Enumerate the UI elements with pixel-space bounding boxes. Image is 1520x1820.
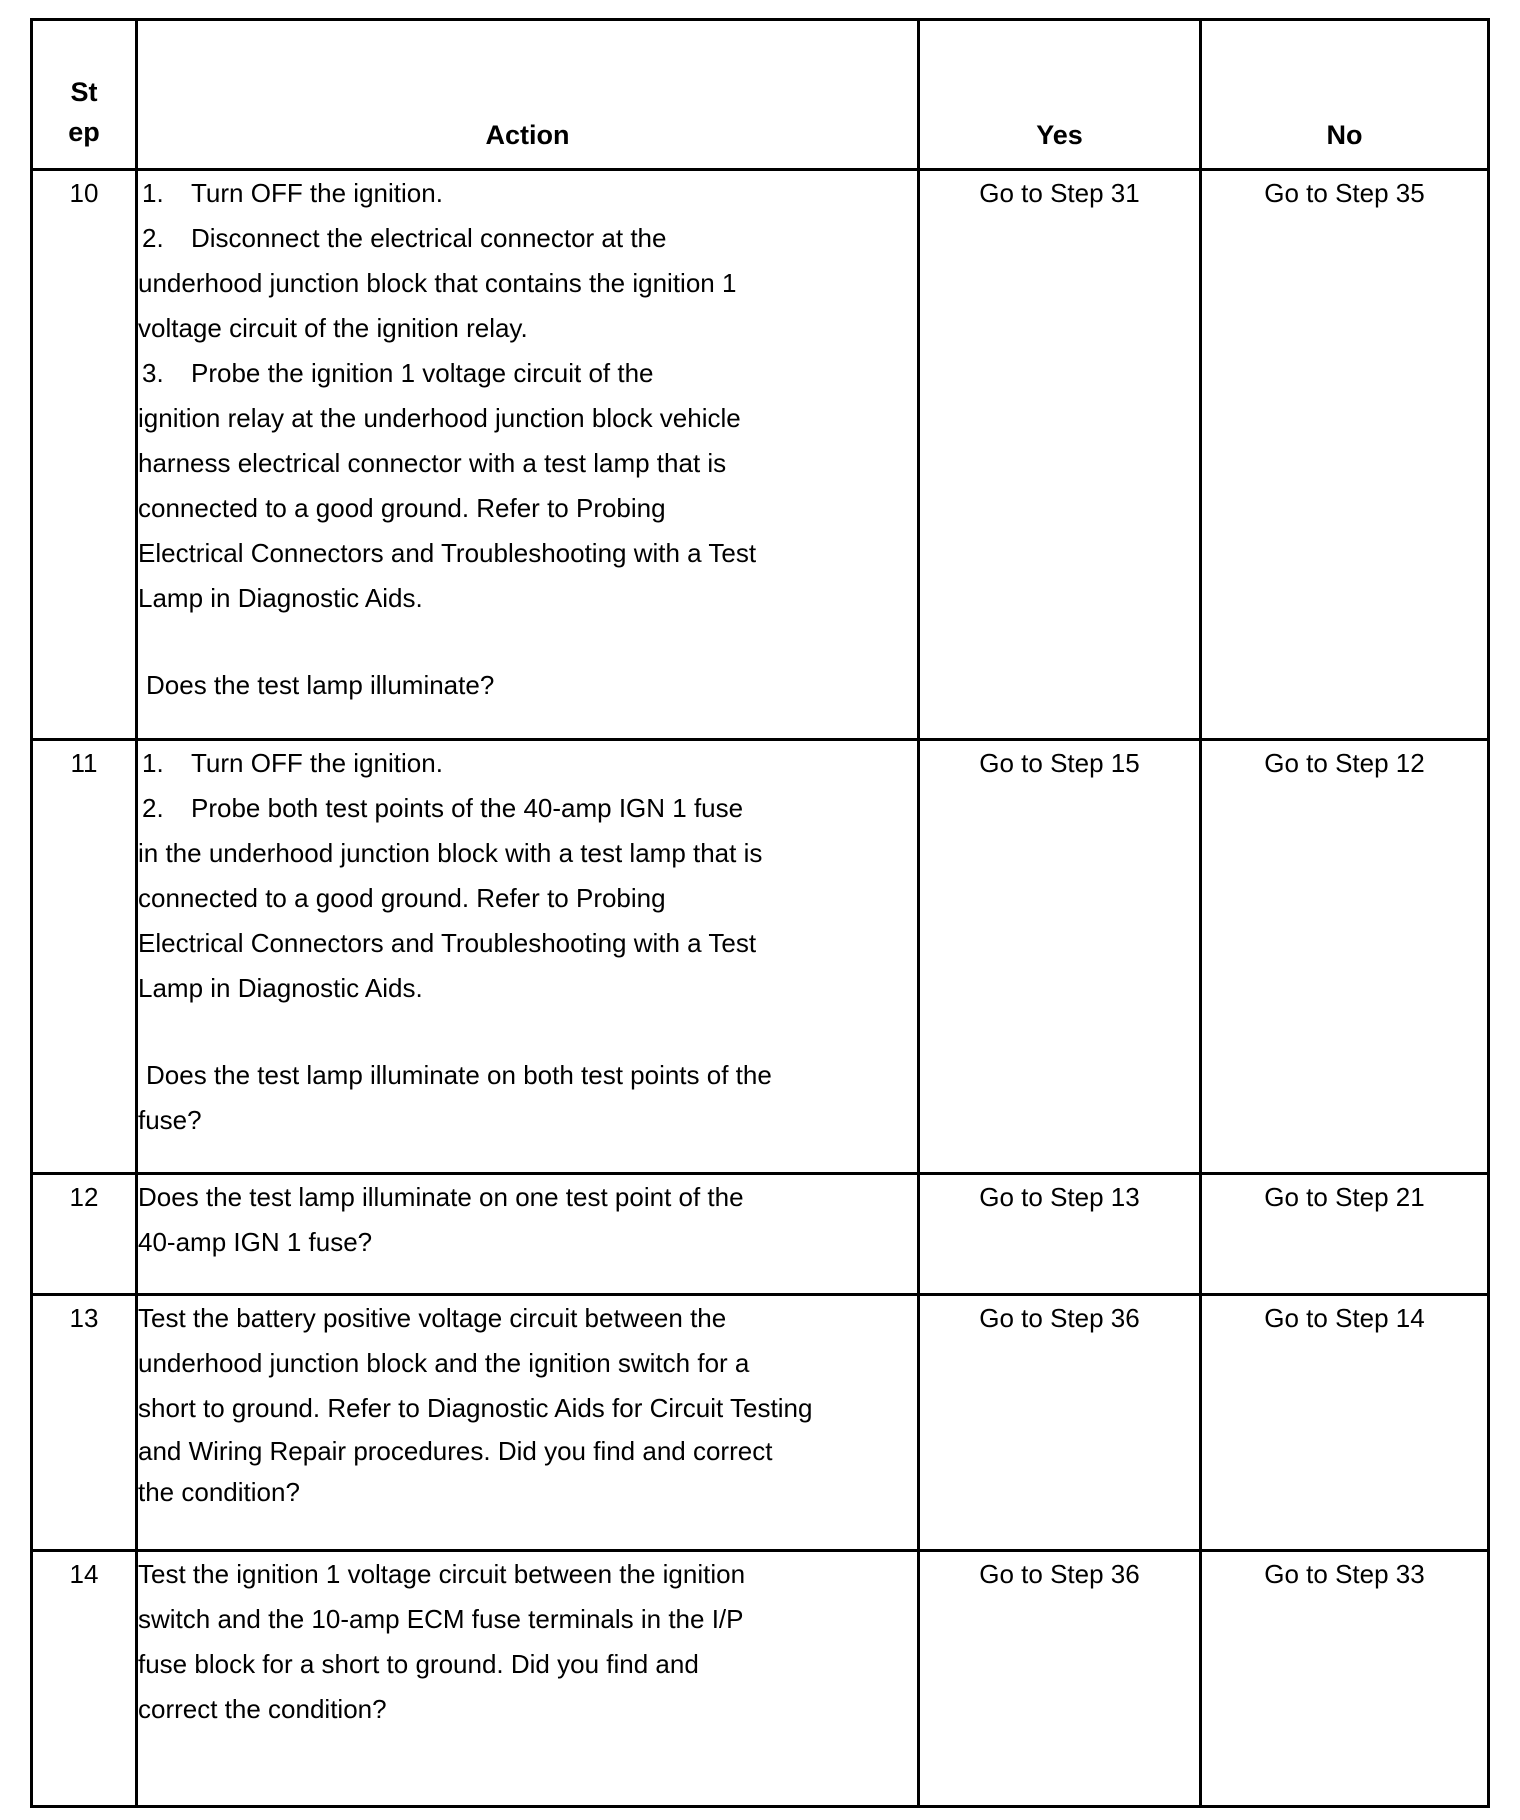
- header-action: Action: [137, 20, 919, 170]
- action-text: Lamp in Diagnostic Aids.: [138, 583, 423, 613]
- diagnostic-table: [30, 18, 1490, 1808]
- no-result: Go to Step 35: [1201, 170, 1489, 740]
- header-step: St ep: [32, 20, 137, 170]
- no-result: Go to Step 14: [1201, 1295, 1489, 1551]
- action-text: the condition?: [138, 1477, 300, 1507]
- step-number: 10: [32, 170, 137, 740]
- table-row: [32, 170, 1489, 740]
- action-text: underhood junction block that contains the ignition 1: [138, 268, 737, 298]
- action-text: Test the ignition 1 voltage circuit between the ignition: [138, 1559, 746, 1589]
- action-text: fuse block for a short to ground. Did you find and: [138, 1649, 699, 1679]
- action-text: Lamp in Diagnostic Aids.: [138, 973, 423, 1003]
- yes-result: Go to Step 15: [919, 740, 1201, 1174]
- header-no: No: [1201, 20, 1489, 170]
- no-result: Go to Step 12: [1201, 740, 1489, 1174]
- action-text: Does the test lamp illuminate on one test point of the: [138, 1182, 744, 1212]
- action-text: short to ground. Refer to Diagnostic Aids for Circuit Testing: [138, 1393, 813, 1423]
- action-cell: [137, 1551, 919, 1807]
- list-number: 1.: [142, 748, 164, 778]
- list-number: 2.: [142, 793, 164, 823]
- action-text: Test the battery positive voltage circuit between the: [138, 1303, 727, 1333]
- table-row: [32, 740, 1489, 1174]
- step-number: 12: [32, 1174, 137, 1295]
- action-text: connected to a good ground. Refer to Probing: [138, 493, 666, 523]
- action-text: Disconnect the electrical connector at the: [191, 223, 667, 253]
- action-text: Turn OFF the ignition.: [191, 748, 443, 778]
- yes-result: Go to Step 31: [919, 170, 1201, 740]
- action-text: Probe both test points of the 40-amp IGN 1 fuse: [191, 793, 744, 823]
- action-text: Electrical Connectors and Troubleshooting with a Test: [138, 538, 757, 568]
- action-cell: [137, 740, 919, 1174]
- action-text: Probe the ignition 1 voltage circuit of the: [191, 358, 654, 388]
- table-row: [32, 1551, 1489, 1807]
- action-text: Electrical Connectors and Troubleshooting with a Test: [138, 928, 757, 958]
- action-text: connected to a good ground. Refer to Probing: [138, 883, 666, 913]
- no-result: Go to Step 33: [1201, 1551, 1489, 1807]
- no-result: Go to Step 21: [1201, 1174, 1489, 1295]
- action-cell: [137, 1174, 919, 1295]
- question-text: Does the test lamp illuminate?: [146, 670, 495, 700]
- list-number: 3.: [142, 358, 164, 388]
- table-row: [32, 1295, 1489, 1551]
- action-text: and Wiring Repair procedures. Did you find and correct: [138, 1436, 773, 1466]
- table-row: [32, 1174, 1489, 1295]
- action-text: in the underhood junction block with a test lamp that is: [138, 838, 763, 868]
- list-number: 1.: [142, 178, 164, 208]
- action-cell: [137, 1295, 919, 1551]
- step-number: 14: [32, 1551, 137, 1807]
- action-text: harness electrical connector with a test lamp that is: [138, 448, 727, 478]
- header-yes: Yes: [919, 20, 1201, 170]
- yes-result: Go to Step 36: [919, 1551, 1201, 1807]
- question-text: fuse?: [138, 1105, 202, 1135]
- action-text: Turn OFF the ignition.: [191, 178, 443, 208]
- question-text: Does the test lamp illuminate on both test points of the: [146, 1060, 772, 1090]
- action-text: ignition relay at the underhood junction block vehicle: [138, 403, 741, 433]
- action-text: voltage circuit of the ignition relay.: [138, 313, 528, 343]
- action-cell: [137, 170, 919, 740]
- step-number: 11: [32, 740, 137, 1174]
- yes-result: Go to Step 13: [919, 1174, 1201, 1295]
- action-text: switch and the 10-amp ECM fuse terminals in the I/P: [138, 1604, 744, 1634]
- action-text: correct the condition?: [138, 1694, 387, 1724]
- action-text: underhood junction block and the ignition switch for a: [138, 1348, 750, 1378]
- action-text: 40-amp IGN 1 fuse?: [138, 1227, 373, 1257]
- yes-result: Go to Step 36: [919, 1295, 1201, 1551]
- step-number: 13: [32, 1295, 137, 1551]
- table-header-row: [32, 20, 1489, 170]
- list-number: 2.: [142, 223, 164, 253]
